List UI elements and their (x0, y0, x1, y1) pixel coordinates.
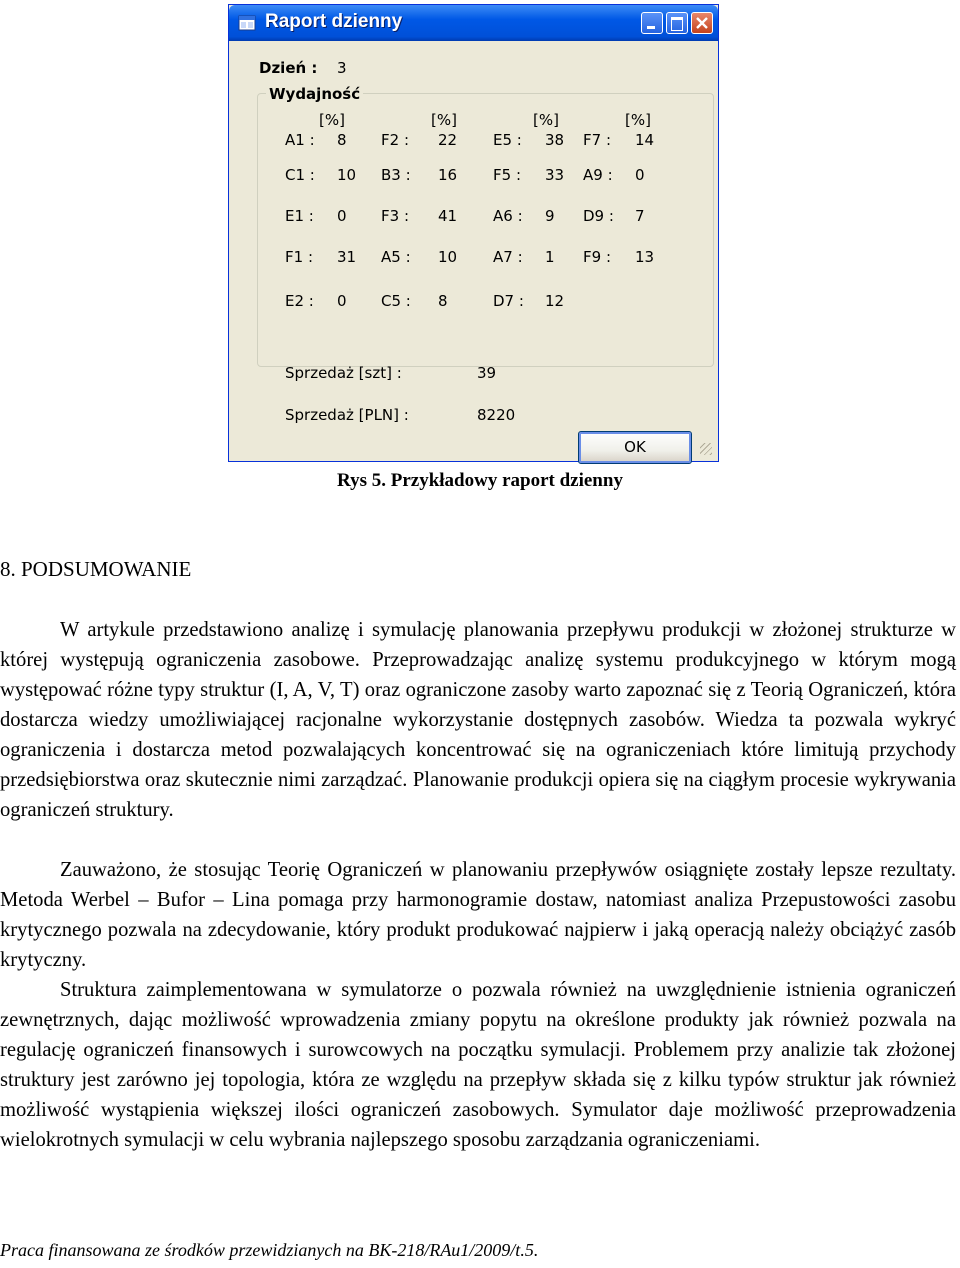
maximize-icon (671, 17, 683, 31)
metric-value: 8 (438, 292, 448, 310)
metric-label: F9 : (583, 248, 611, 266)
metric-value: 0 (337, 292, 347, 310)
sales-qty-value: 39 (477, 364, 497, 382)
metric-label: A6 : (493, 207, 523, 225)
metric-label: E1 : (285, 207, 314, 225)
sales-pln-label: Sprzedaż [PLN] : (285, 406, 409, 424)
metric-label: C1 : (285, 166, 315, 184)
sales-pln-value: 8220 (477, 406, 516, 424)
day-value: 3 (337, 59, 347, 77)
metric-label: A7 : (493, 248, 523, 266)
metric-value: 10 (438, 248, 458, 266)
footer-note: Praca finansowana ze środków przewidzianych na BK-218/RAu1/2009/t.5. (0, 1240, 539, 1260)
close-button[interactable] (691, 12, 713, 34)
metric-value: 33 (545, 166, 565, 184)
metric-value: 22 (438, 131, 458, 149)
metric-label: F3 : (381, 207, 409, 225)
app-window-icon (238, 14, 256, 32)
metric-value: 1 (545, 248, 555, 266)
window-title: Raport dzienny (265, 11, 403, 32)
metric-value: 0 (337, 207, 347, 225)
metric-value: 12 (545, 292, 565, 310)
minimize-button[interactable] (641, 12, 663, 34)
metric-label: C5 : (381, 292, 411, 310)
metric-value: 38 (545, 131, 565, 149)
metric-value: 0 (635, 166, 645, 184)
metric-value: 13 (635, 248, 655, 266)
metric-label: F7 : (583, 131, 611, 149)
metric-value: 8 (337, 131, 347, 149)
column-header: [%] (533, 111, 559, 129)
metric-label: F2 : (381, 131, 409, 149)
resize-grip-icon[interactable] (700, 443, 712, 455)
metric-label: D7 : (493, 292, 524, 310)
metric-label: E5 : (493, 131, 522, 149)
column-header: [%] (625, 111, 651, 129)
metric-label: F5 : (493, 166, 521, 184)
metric-label: F1 : (285, 248, 313, 266)
column-header: [%] (431, 111, 457, 129)
metric-label: B3 : (381, 166, 411, 184)
title-bar[interactable] (229, 5, 718, 41)
paragraph: Struktura zaimplementowana w symulatorze o pozwala również na uwzględnienie istnienia ograniczeń zewnętrznych, dając możliwość wprowadzenia zmiany popytu na określone produkty jak również pozwala na regulację ograniczeń finansowych i surowcowych na początku symulacji. Problemem przy analizie tak złożonej struktury jest zarówno jej topologia, która ze względu na przepływ składa się z kilku typów struktur jak również możliwość wystąpienia większej ilości ograniczeń zasobowych. Symulator daje możliwość przeprowadzenia wielokrotnych symulacji w celu wybrania najlepszego sposobu zarządzania ograniczeniami. (0, 979, 956, 1151)
metric-label: E2 : (285, 292, 314, 310)
close-icon (692, 13, 712, 33)
metric-label: A9 : (583, 166, 613, 184)
window-client-area (233, 41, 714, 457)
metric-value: 14 (635, 131, 655, 149)
metric-label: A5 : (381, 248, 411, 266)
metric-value: 10 (337, 166, 357, 184)
metric-label: D9 : (583, 207, 614, 225)
report-window (228, 4, 719, 462)
minimize-icon (647, 26, 655, 29)
column-header: [%] (319, 111, 345, 129)
metric-value: 7 (635, 207, 645, 225)
metric-value: 16 (438, 166, 458, 184)
paragraph: W artykule przedstawiono analizę i symulację planowania przepływu produkcji w złożonej strukturze w której występują ograniczenia zasobowe. Przeprowadzając analizę systemu produkcyjnego w którym mogą występować różne typy struktur (I, A, V, T) oraz ograniczone zasoby warto zapoznać się z Teorią Ograniczeń, która dostarcza wiedzy umożliwiającej racjonalne wykorzystanie dostępnych zasobów. Wiedza ta pozwala wykryć ograniczenia i dostarcza metod pozwalających koncentrować się na ograniczeniach które limitują przychody przedsiębiorstwa oraz skutecznie nimi zarządzać. Planowanie produkcji opiera się na ciągłym procesie wykrywania ograniczeń struktury. (0, 619, 956, 821)
figure-caption: Rys 5. Przykładowy raport dzienny (337, 470, 623, 491)
paragraph: Zauważono, że stosując Teorię Ograniczeń w planowaniu przepływów osiągnięte zostały lepsze rezultaty. Metoda Werbel – Bufor – Lina pomaga przy harmonogramie dostaw, natomiast analiza Przepustowości zasobu krytycznego pozwala na zdecydowanie, który produkt produkować najpierw i jaką operacją należy obciążyć zasób krytyczny. (0, 859, 956, 971)
metric-value: 9 (545, 207, 555, 225)
efficiency-group-title: Wydajność (266, 85, 363, 103)
ok-button[interactable]: OK (578, 431, 692, 464)
metric-value: 31 (337, 248, 357, 266)
day-label: Dzień : (259, 59, 318, 77)
metric-value: 41 (438, 207, 458, 225)
section-heading: 8. PODSUMOWANIE (0, 557, 192, 581)
metric-label: A1 : (285, 131, 315, 149)
maximize-button[interactable] (666, 12, 688, 34)
sales-qty-label: Sprzedaż [szt] : (285, 364, 402, 382)
